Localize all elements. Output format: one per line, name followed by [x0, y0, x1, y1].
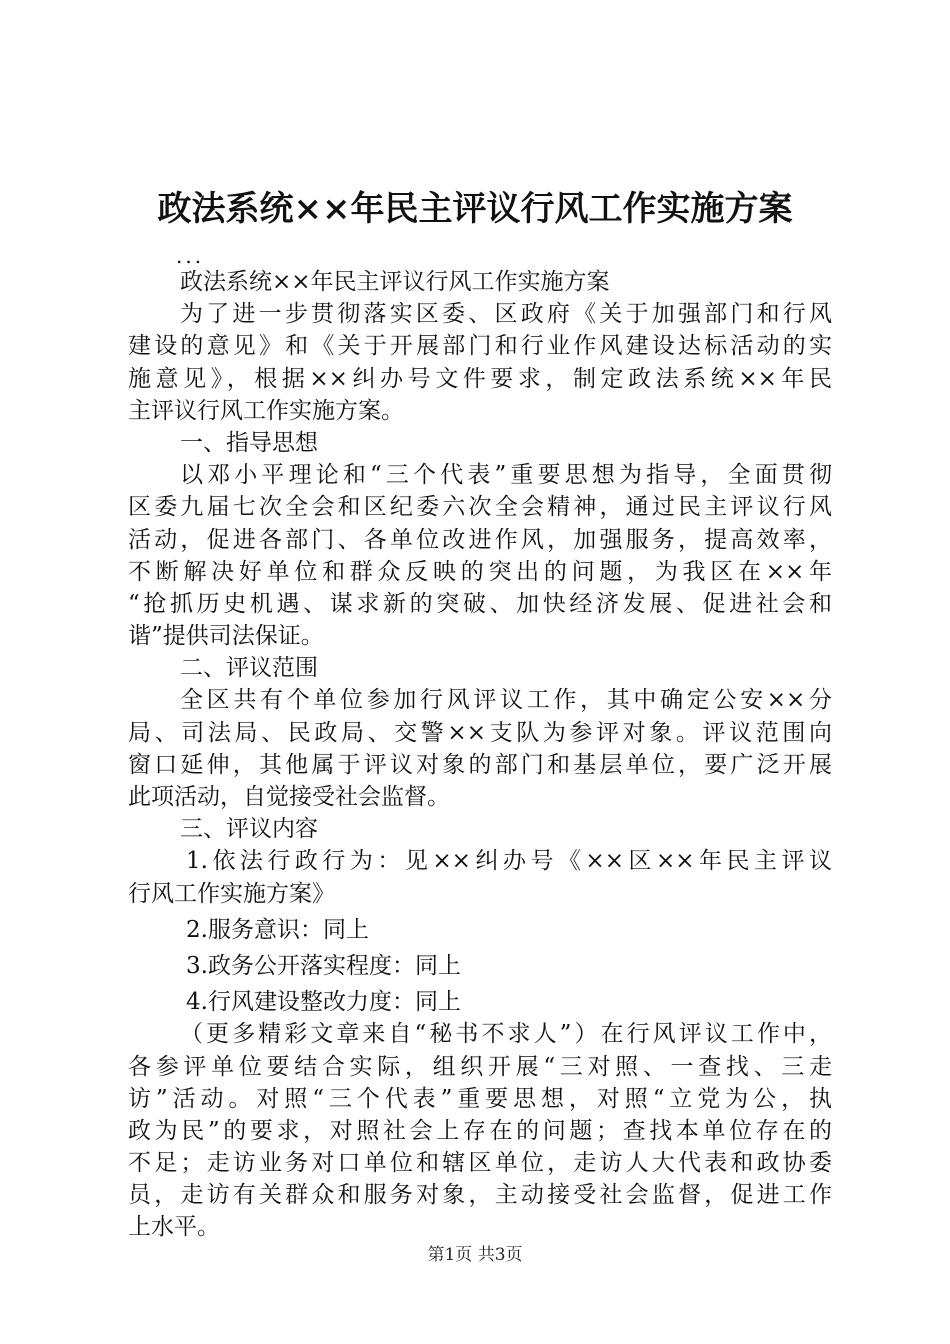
text-line: 建设的意见》和《关于开展部门和行业作风建设达标活动的实	[128, 333, 832, 360]
document-body	[128, 266, 832, 1244]
text-line: 政为民”的要求，对照社会上存在的问题；查找本单位存在的	[128, 1117, 832, 1144]
text-line: 窗口延伸，其他属于评议对象的部门和基层单位，要广泛开展	[128, 751, 832, 778]
ellipsis-marker: ...	[176, 244, 205, 268]
text-line: 主评议行风工作实施方案。	[128, 397, 404, 424]
text-line: 为了进一步贯彻落实区委、区政府《关于加强部门和行风	[180, 301, 832, 328]
text-line: 各参评单位要结合实际，组织开展“三对照、一查找、三走	[128, 1053, 832, 1080]
text-line: 全区共有个单位参加行风评议工作，其中确定公安××分	[180, 687, 832, 714]
text-line: （更多精彩文章来自“秘书不求人”）在行风评议工作中，	[180, 1021, 832, 1048]
text-line: 三、评议内容	[180, 816, 318, 843]
text-line: 不断解决好单位和群众反映的突出的问题，为我区在××年	[128, 558, 832, 585]
text-line: “抢抓历史机遇、谋求新的突破、加快经济发展、促进社会和	[128, 590, 832, 617]
text-line: 以邓小平理论和“三个代表”重要思想为指导，全面贯彻	[180, 462, 832, 489]
page-number: 第1页 共3页	[427, 1245, 523, 1265]
text-line: 二、评议范围	[180, 655, 318, 682]
text-line: 1.依法行政行为：见××纠办号《××区××年民主评议	[186, 848, 832, 875]
text-line: 活动，促进各部门、各单位改进作风，加强服务，提高效率，	[128, 526, 832, 553]
text-line: 谐”提供司法保证。	[128, 623, 324, 650]
text-line: 4.行风建设整改力度：同上	[186, 989, 461, 1016]
text-line: 行风工作实施方案》	[128, 880, 335, 907]
text-line: 一、指导思想	[180, 429, 318, 456]
text-line: 上水平。	[128, 1214, 220, 1241]
document-title: 政法系统××年民主评议行风工作实施方案	[157, 189, 793, 229]
text-line: 2.服务意识：同上	[186, 916, 369, 943]
text-line: 施意见》，根据××纠办号文件要求，制定政法系统××年民	[128, 365, 832, 392]
text-line: 此项活动，自觉接受社会监督。	[128, 784, 450, 810]
text-line: 员，走访有关群众和服务对象，主动接受社会监督，促进工作	[128, 1182, 832, 1209]
text-line: 局、司法局、民政局、交警××支队为参评对象。评议范围向	[128, 719, 832, 746]
text-line: 政法系统××年民主评议行风工作实施方案	[180, 269, 610, 295]
text-line: 3.政务公开落实程度：同上	[186, 952, 461, 979]
text-line: 访”活动。对照“三个代表”重要思想，对照“立党为公，执	[128, 1085, 832, 1112]
text-line: 不足；走访业务对口单位和辖区单位，走访人大代表和政协委	[128, 1150, 832, 1177]
text-line: 区委九届七次全会和区纪委六次全会精神，通过民主评议行风	[128, 494, 832, 521]
